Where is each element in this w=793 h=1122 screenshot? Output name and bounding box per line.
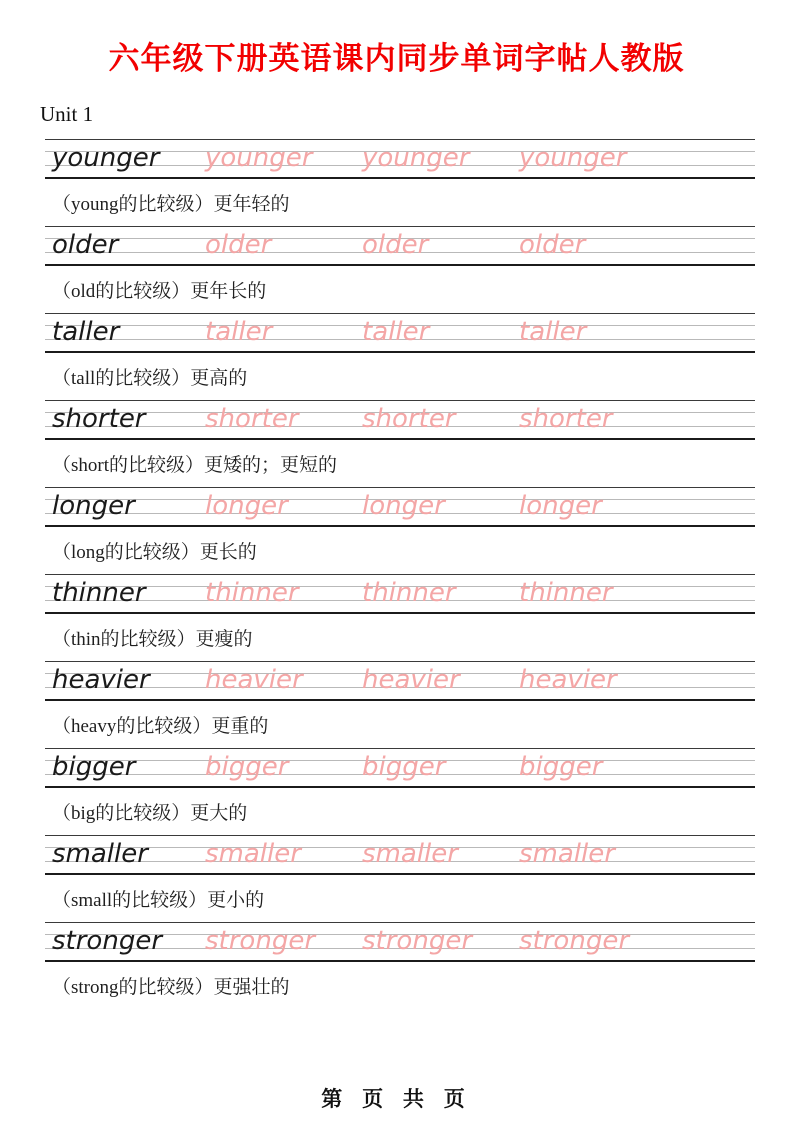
guide-line-4 [45, 438, 755, 440]
guide-line-4 [45, 351, 755, 353]
trace-word: younger [362, 143, 470, 173]
trace-word: thinner [519, 578, 613, 608]
word-entry [45, 835, 755, 922]
trace-word: smaller [205, 839, 301, 869]
trace-word: taller [519, 317, 587, 347]
trace-word: bigger [362, 752, 446, 782]
guide-line-4 [45, 960, 755, 962]
trace-word: younger [519, 143, 627, 173]
trace-word: older [205, 230, 272, 260]
trace-word: longer [519, 491, 602, 521]
practice-band [45, 835, 755, 875]
trace-word: smaller [519, 839, 615, 869]
trace-word: longer [362, 491, 445, 521]
guide-line-1 [45, 400, 755, 401]
practice-word: bigger [52, 752, 136, 782]
trace-word: heavier [519, 665, 617, 695]
definition-text: （heavy的比较级）更重的 [52, 716, 269, 737]
practice-word: taller [52, 317, 120, 347]
word-entry [45, 661, 755, 748]
word-entry [45, 748, 755, 835]
guide-line-1 [45, 574, 755, 575]
guide-line-4 [45, 699, 755, 701]
trace-word: heavier [205, 665, 303, 695]
trace-word: taller [205, 317, 273, 347]
practice-band [45, 487, 755, 527]
word-entry [45, 574, 755, 661]
page-title: 六年级下册英语课内同步单词字帖人教版 [108, 41, 685, 76]
guide-line-4 [45, 873, 755, 875]
trace-word: shorter [519, 404, 613, 434]
guide-line-4 [45, 177, 755, 179]
definition-text: （long的比较级）更长的 [52, 542, 257, 563]
word-entry [45, 313, 755, 400]
word-entry [45, 922, 755, 1009]
guide-line-1 [45, 748, 755, 749]
trace-word: older [519, 230, 586, 260]
guide-line-1 [45, 226, 755, 227]
definition-text: （young的比较级）更年轻的 [52, 194, 290, 215]
trace-word: taller [362, 317, 430, 347]
practice-word: older [52, 230, 119, 260]
definition-text: （old的比较级）更年长的 [52, 281, 267, 302]
entries-list [45, 139, 755, 1009]
guide-line-1 [45, 922, 755, 923]
guide-line-1 [45, 835, 755, 836]
guide-line-1 [45, 139, 755, 140]
practice-word: thinner [52, 578, 146, 608]
word-entry [45, 400, 755, 487]
practice-band [45, 226, 755, 266]
guide-line-1 [45, 313, 755, 314]
practice-word: stronger [52, 926, 163, 956]
trace-word: shorter [362, 404, 456, 434]
trace-word: stronger [362, 926, 473, 956]
guide-line-4 [45, 264, 755, 266]
definition-text: （strong的比较级）更强壮的 [52, 977, 290, 998]
trace-word: longer [205, 491, 288, 521]
definition-text: （tall的比较级）更高的 [52, 368, 248, 389]
trace-word: stronger [205, 926, 316, 956]
word-entry [45, 487, 755, 574]
guide-line-4 [45, 612, 755, 614]
trace-word: thinner [362, 578, 456, 608]
practice-word: shorter [52, 404, 146, 434]
trace-word: smaller [362, 839, 458, 869]
trace-word: heavier [362, 665, 460, 695]
word-entry [45, 226, 755, 313]
definition-text: （small的比较级）更小的 [52, 890, 265, 911]
practice-word: longer [52, 491, 135, 521]
practice-band [45, 313, 755, 353]
trace-word: thinner [205, 578, 299, 608]
practice-word: smaller [52, 839, 148, 869]
practice-word: heavier [52, 665, 150, 695]
definition-text: （thin的比较级）更瘦的 [52, 629, 253, 650]
practice-band [45, 574, 755, 614]
practice-band [45, 400, 755, 440]
practice-band [45, 139, 755, 179]
guide-line-4 [45, 786, 755, 788]
definition-text: （big的比较级）更大的 [52, 803, 248, 824]
trace-word: younger [205, 143, 313, 173]
practice-band [45, 748, 755, 788]
guide-line-1 [45, 487, 755, 488]
trace-word: older [362, 230, 429, 260]
page-footer: 第 页 共 页 [321, 1088, 472, 1111]
trace-word: bigger [519, 752, 603, 782]
trace-word: shorter [205, 404, 299, 434]
word-entry [45, 139, 755, 226]
trace-word: bigger [205, 752, 289, 782]
trace-word: stronger [519, 926, 630, 956]
guide-line-4 [45, 525, 755, 527]
unit-label: Unit 1 [40, 102, 94, 126]
definition-text: （short的比较级）更矮的；更短的 [52, 455, 338, 476]
practice-word: younger [52, 143, 160, 173]
practice-band [45, 661, 755, 701]
practice-band [45, 922, 755, 962]
guide-line-1 [45, 661, 755, 662]
